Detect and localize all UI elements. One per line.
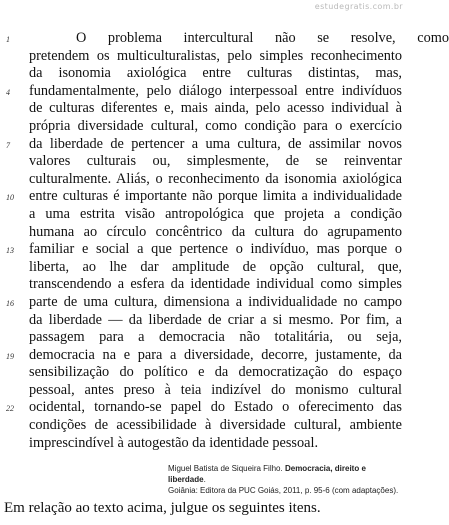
line-text: a uma estrita visão antropológica que projeta a condição — [29, 205, 402, 222]
passage-line — [29, 364, 402, 382]
line-text: da liberdade de pertencer a uma cultura, de assimilar novos — [29, 135, 402, 152]
passage-line — [29, 276, 402, 294]
line-text: própria diversidade cultural, como condição para o exercício — [29, 117, 402, 134]
passage-line — [6, 293, 402, 312]
citation-work-title: Democracia, direito e liberdade — [168, 464, 366, 484]
passage-line — [29, 171, 402, 189]
line-text: pretendem os multiculturalistas, pelo simples reconhecimento — [29, 47, 402, 64]
line-number: 7 — [6, 140, 10, 150]
passage-line — [29, 118, 402, 136]
line-number: 1 — [6, 35, 10, 44]
line-text: sensibilização do político e da democratização do espaço — [29, 364, 402, 381]
line-text: passagem para a democracia não totalitária, ou seja, — [29, 329, 402, 346]
passage-line — [29, 435, 402, 453]
passage-line — [29, 206, 402, 224]
passage-text — [6, 30, 449, 452]
passage-line — [29, 153, 402, 171]
line-text: parte de uma cultura, dimensiona a individualidade no campo — [29, 293, 402, 310]
passage-line — [6, 135, 402, 154]
passage-line — [6, 346, 402, 365]
passage-line — [29, 224, 402, 242]
passage-line — [29, 382, 402, 400]
line-text: da liberdade — da liberdade de criar a si mesmo. Por fim, a — [29, 311, 402, 328]
line-text: imprescindível à autogestão da identidade pessoal. — [29, 434, 319, 451]
passage-line — [6, 30, 449, 48]
line-number: 22 — [6, 404, 14, 414]
line-text: valores culturais ou, simplesmente, de se reinventar — [29, 153, 402, 170]
passage-line — [29, 312, 402, 330]
line-number: 19 — [6, 351, 14, 361]
passage-line — [6, 241, 402, 259]
line-text: culturalmente. Aliás, o reconhecimento da isonomia axiológica — [29, 170, 402, 187]
site-watermark: estudegratis.com.br — [314, 2, 403, 11]
line-text: condições de acessibilidade à diversidade cultural, ambiente — [29, 417, 402, 434]
passage-line — [29, 65, 402, 83]
passage-line — [29, 100, 402, 118]
passage-line — [29, 48, 402, 66]
line-text: ocidental, tornando-se papel do Estado o oferecimento das — [29, 399, 402, 416]
passage-line — [6, 399, 402, 417]
line-number: 4 — [6, 87, 10, 97]
line-number: 16 — [6, 298, 14, 308]
passage-line — [29, 259, 402, 277]
line-text: da isonomia axiológica entre culturas distintas, mas, — [29, 65, 402, 82]
citation — [168, 463, 400, 496]
line-text: entre culturas é importante não porque limita a individualidade — [29, 188, 402, 205]
line-text: O problema intercultural não se resolve, como — [76, 30, 449, 46]
citation-period: . — [203, 475, 206, 484]
passage-line — [29, 417, 402, 435]
question-instruction: Em relação ao texto acima, julgue os seguintes itens. — [4, 500, 321, 516]
line-text: transcendendo a esfera da identidade individual como simples — [29, 276, 402, 293]
line-number: 10 — [6, 193, 14, 203]
passage-line — [29, 329, 402, 347]
line-text: democracia na e para a diversidade, decorre, justamente, da — [29, 346, 402, 363]
line-text: de culturas diferentes e, mais ainda, pelo acesso individual à — [29, 100, 402, 117]
citation-author: Miguel Batista de Siqueira Filho. — [168, 464, 283, 473]
line-text: liberta, ao lhe dar amplitude de opção cultural, que, — [29, 258, 402, 275]
passage-line — [6, 82, 402, 101]
passage-line — [6, 188, 402, 206]
line-text: pessoal, antes preso à teia indizível do monismo cultural — [29, 381, 402, 398]
citation-publication: Goiânia: Editora da PUC Goiás, 2011, p. 95-6 (com adaptações). — [168, 486, 399, 495]
line-text: familiar e social a que pertence o indivíduo, mas porque o — [29, 241, 402, 258]
line-text: fundamentalmente, pelo diálogo interpessoal entre indivíduos — [29, 82, 402, 99]
line-text: humana ao círculo concêntrico da cultura do agrupamento — [29, 223, 402, 240]
line-number: 13 — [6, 246, 14, 256]
